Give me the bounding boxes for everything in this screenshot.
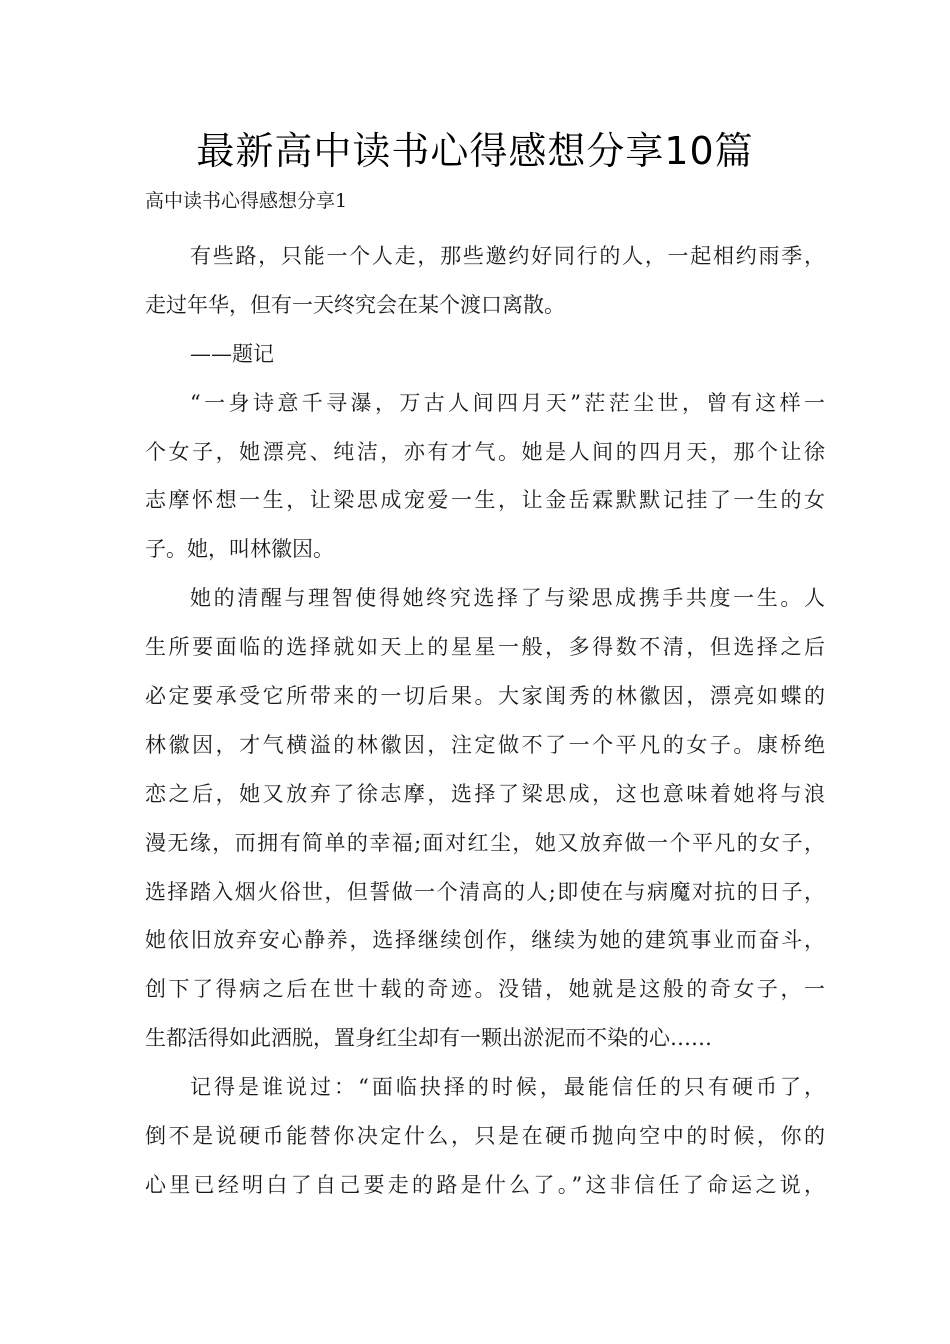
paragraph-line: 心里已经明白了自己要走的路是什么了。”这非信任了命运之说，: [145, 1172, 825, 1197]
paragraph-line: 选择踏入烟火俗世，但誓做一个清高的人;即使在与病魔对抗的日子，: [145, 879, 825, 904]
paragraph-line: 生都活得如此洒脱，置身红尘却有一颗出淤泥而不染的心……: [145, 1026, 712, 1051]
paragraph-line: 倒不是说硬币能替你决定什么，只是在硬币抛向空中的时候，你的: [145, 1124, 825, 1149]
document-title: 最新高中读书心得感想分享10篇: [196, 129, 754, 173]
paragraph: [145, 574, 825, 1063]
paragraph-line: 子。她，叫林徽因。: [145, 537, 334, 562]
paragraph-line: “一身诗意千寻瀑，万古人间四月天”茫茫尘世，曾有这样一: [190, 390, 825, 415]
paragraph-line: 有些路，只能一个人走，那些邀约好同行的人，一起相约雨季，: [190, 244, 825, 268]
paragraph-line: 必定要承受它所带来的一切后果。大家闺秀的林徽因，漂亮如蝶的: [145, 684, 825, 709]
paragraph-line: 她的清醒与理智使得她终究选择了与梁思成携手共度一生。人: [190, 586, 825, 611]
paragraph-line: 个女子，她漂亮、纯洁，亦有才气。她是人间的四月天，那个让徐: [145, 439, 825, 464]
paragraph-line: 志摩怀想一生，让梁思成宠爱一生，让金岳霖默默记挂了一生的女: [145, 488, 825, 513]
paragraph-line: 走过年华，但有一天终究会在某个渡口离散。: [145, 292, 565, 317]
paragraph-line: 她依旧放弃安心静养，选择继续创作，继续为她的建筑事业而奋斗，: [145, 928, 825, 953]
paragraph: [145, 379, 825, 575]
paragraph: [145, 1063, 825, 1210]
paragraph: [145, 232, 825, 330]
document-body: [145, 184, 825, 1210]
paragraph-line: 林徽因，才气横溢的林徽因，注定做不了一个平凡的女子。康桥绝: [145, 732, 825, 757]
section-heading: 高中读书心得感想分享1: [145, 190, 348, 212]
paragraph-line: 漫无缘，而拥有简单的幸福;面对红尘，她又放弃做一个平凡的女子，: [145, 830, 825, 855]
paragraph-line: 记得是谁说过：“面临抉择的时候，最能信任的只有硬币了，: [190, 1075, 825, 1100]
paragraph-line: 生所要面临的选择就如天上的星星一般，多得数不清，但选择之后: [145, 635, 825, 660]
paragraph-line: 创下了得病之后在世十载的奇迹。没错，她就是这般的奇女子，一: [145, 977, 825, 1002]
paragraph: [145, 330, 825, 379]
paragraph-line: 恋之后，她又放弃了徐志摩，选择了梁思成，这也意味着她将与浪: [145, 781, 825, 806]
epigraph-attribution: ——题记: [190, 341, 274, 366]
